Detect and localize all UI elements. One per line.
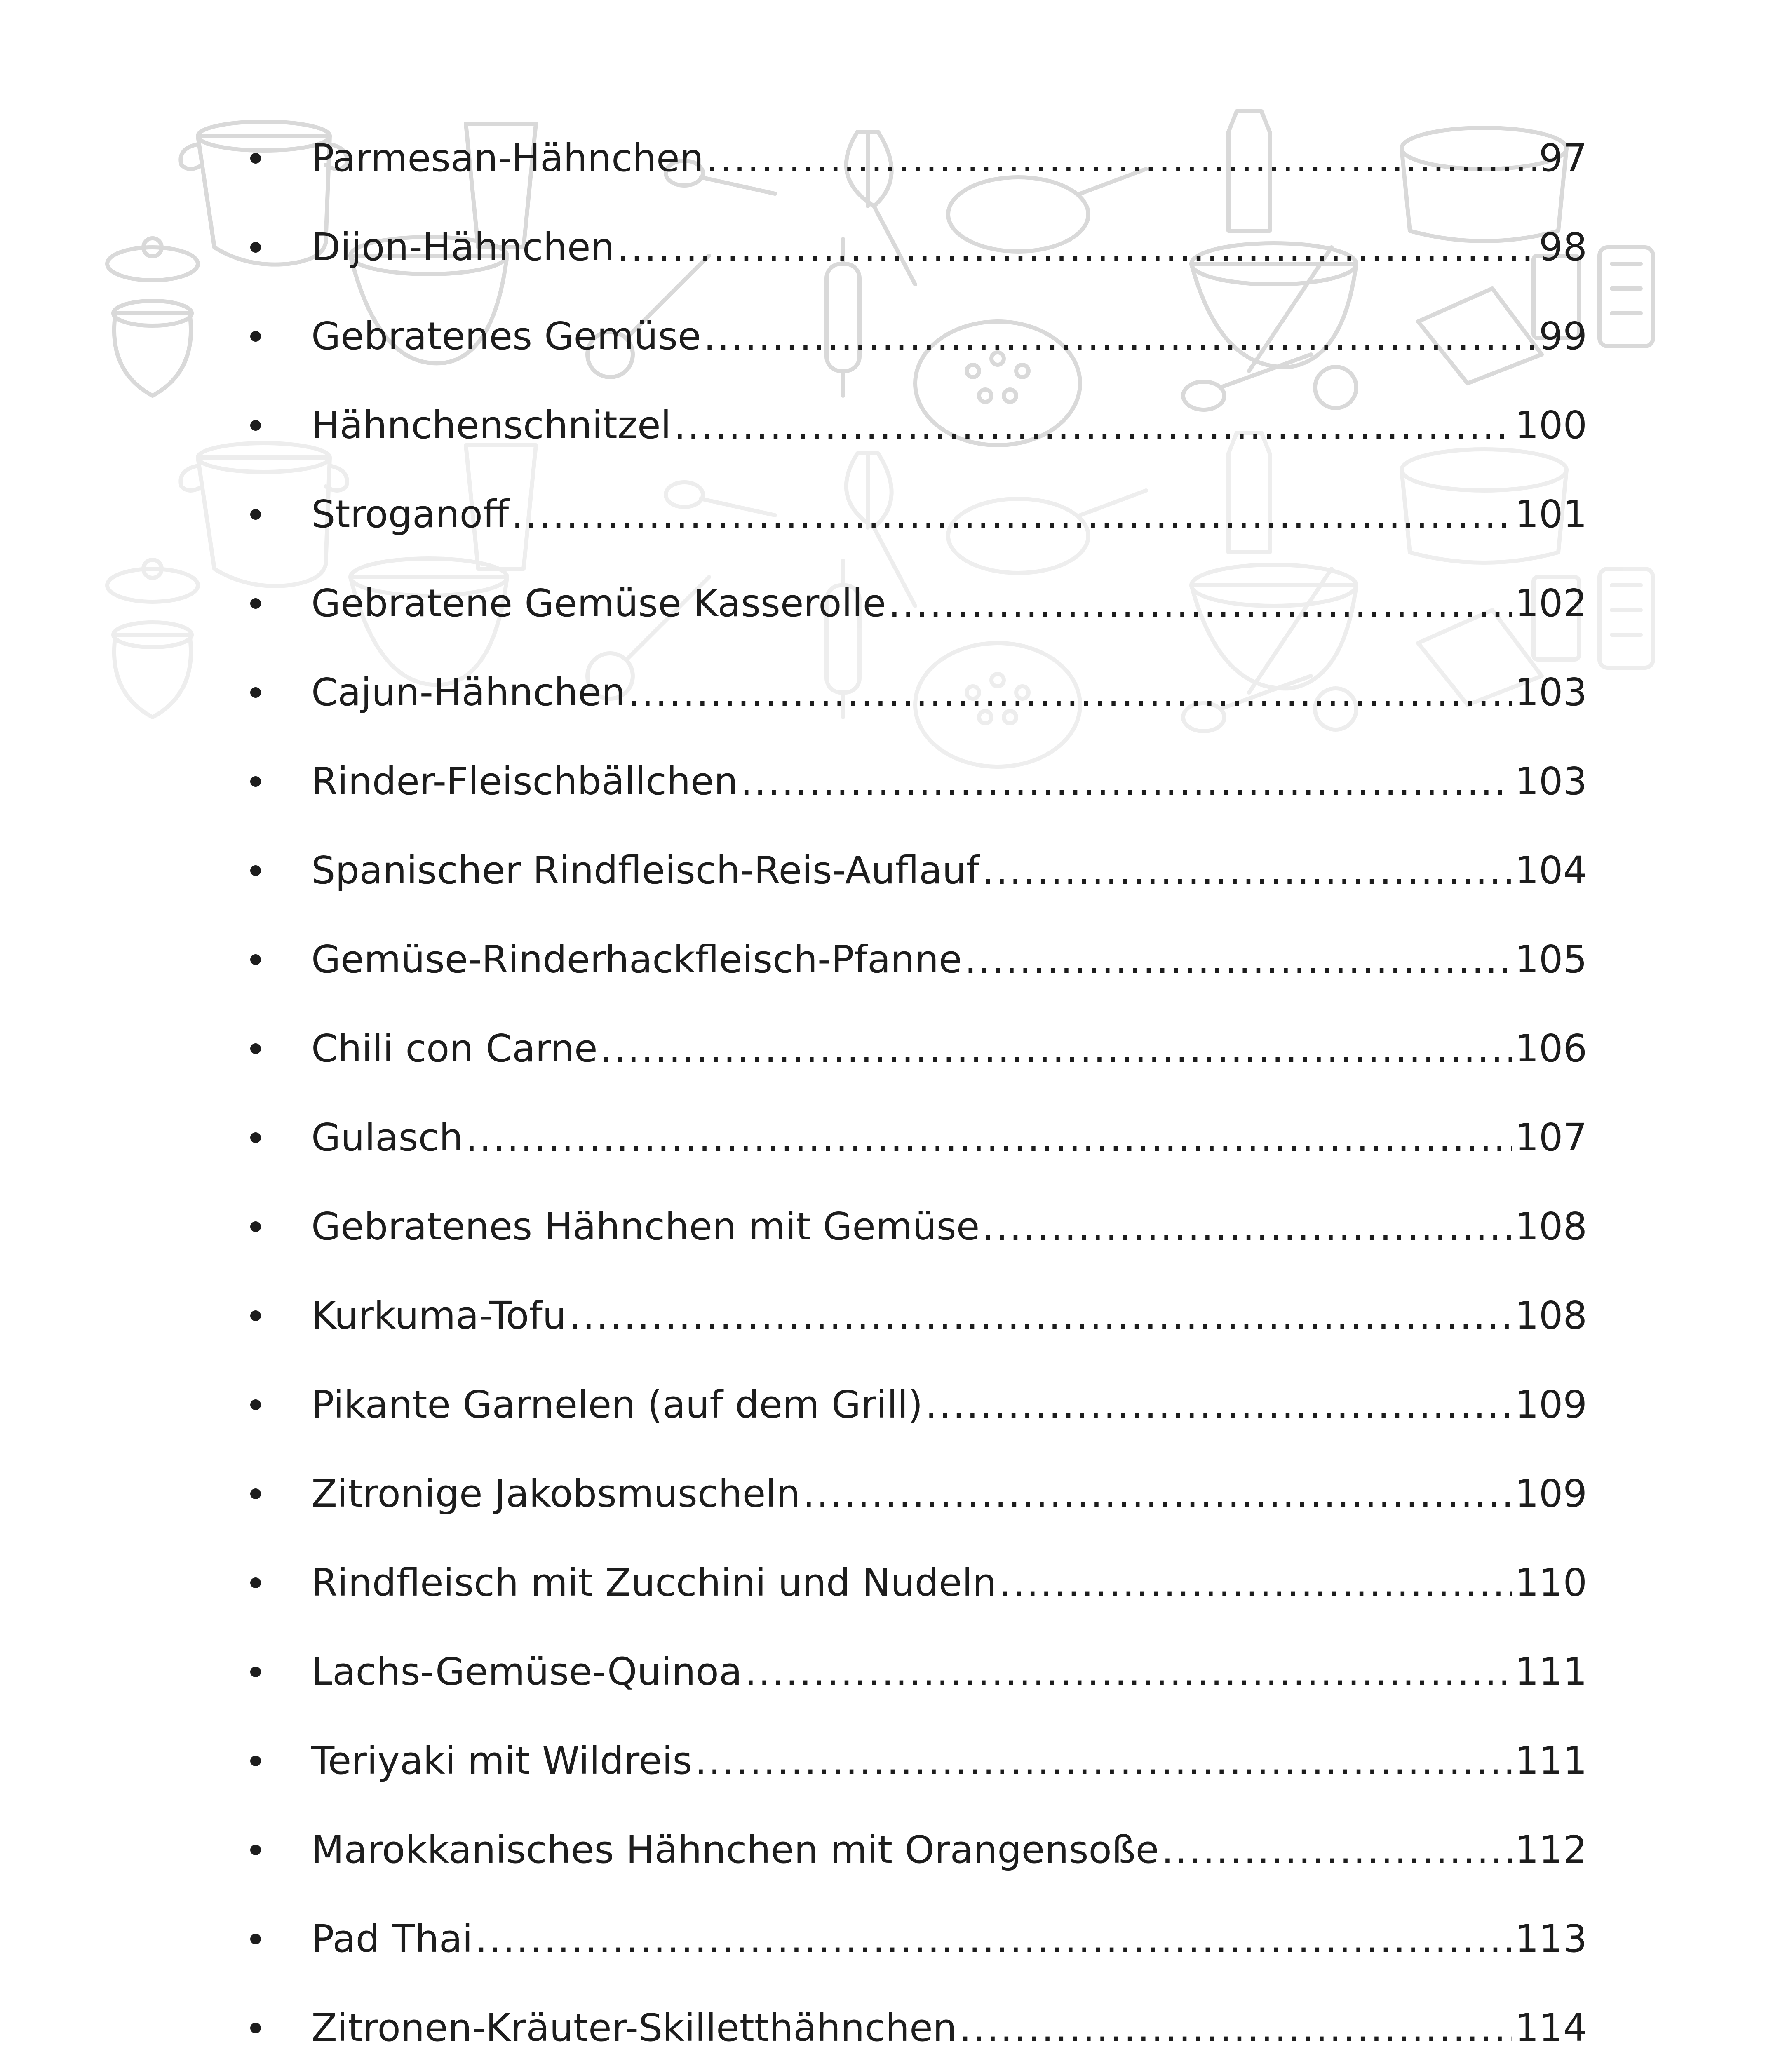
toc-entry-title: Kurkuma-Tofu (311, 1293, 566, 1338)
bullet-icon (250, 1488, 261, 1499)
toc-entry-page-number: 99 (1538, 314, 1587, 358)
toc-entry[interactable] (225, 1627, 1587, 1716)
toc-entry[interactable] (225, 114, 1587, 203)
toc-line (311, 381, 1587, 470)
dot-leader (617, 229, 1536, 270)
bullet-icon (250, 1756, 261, 1766)
dot-leader (511, 496, 1512, 538)
bullet-icon (250, 420, 261, 431)
toc-entry-title: Pad Thai (311, 1917, 473, 1961)
toc-line (311, 203, 1587, 292)
toc-entry-title: Dijon-Hähnchen (311, 225, 615, 269)
dot-leader (925, 1386, 1513, 1428)
toc-entry-title: Gebratenes Hähnchen mit Gemüse (311, 1204, 980, 1249)
toc-entry-page-number: 97 (1538, 136, 1587, 180)
toc-entry-page-number: 105 (1515, 937, 1587, 981)
toc-entry-title: Gebratenes Gemüse (311, 314, 701, 358)
toc-entry-page-number: 107 (1515, 1115, 1587, 1160)
bullet-icon (250, 687, 261, 698)
toc-entry-title: Spanischer Rindfleisch-Reis-Auflauf (311, 848, 980, 892)
dot-leader (982, 852, 1512, 894)
dot-leader (674, 407, 1512, 448)
toc-entry[interactable] (225, 915, 1587, 1004)
dot-leader (706, 140, 1536, 181)
toc-entry[interactable] (225, 1360, 1587, 1449)
dot-leader (959, 2009, 1512, 2051)
dot-leader (999, 1564, 1513, 1606)
toc-entry[interactable] (225, 559, 1587, 648)
bullet-icon (250, 776, 261, 787)
toc-entry[interactable] (225, 1805, 1587, 1894)
toc-entry[interactable] (225, 1182, 1587, 1271)
toc-entry[interactable] (225, 1004, 1587, 1093)
toc-entry-page-number: 113 (1515, 1917, 1587, 1961)
toc-entry[interactable] (225, 1984, 1587, 2061)
toc-line (311, 1716, 1587, 1805)
toc-entry-title: Gebratene Gemüse Kasserolle (311, 581, 886, 625)
toc-entry-page-number: 108 (1515, 1204, 1587, 1249)
bullet-icon (250, 865, 261, 876)
bullet-icon (250, 153, 261, 164)
dot-leader (745, 1653, 1512, 1695)
bullet-icon (250, 1132, 261, 1143)
toc-entry-title: Rinder-Fleischbällchen (311, 759, 738, 803)
toc-entry-page-number: 102 (1515, 581, 1587, 625)
toc-entry[interactable] (225, 1716, 1587, 1805)
toc-entry-title: Hähnchenschnitzel (311, 403, 672, 447)
toc-line (311, 1271, 1587, 1360)
bullet-icon (250, 1934, 261, 1944)
toc-entry-title: Gulasch (311, 1115, 463, 1160)
toc-entry-title: Zitronen-Kräuter-Skilletthähnchen (311, 2006, 957, 2050)
toc-line (311, 292, 1587, 381)
bullet-icon (250, 1845, 261, 1855)
toc-line (311, 648, 1587, 737)
toc-entry[interactable] (225, 1538, 1587, 1627)
toc-entry-title: Marokkanisches Hähnchen mit Orangensoße (311, 1828, 1159, 1872)
bullet-icon (250, 1399, 261, 1410)
toc-entry-title: Gemüse-Rinderhackfleisch-Pfanne (311, 937, 962, 981)
toc-entry-title: Lachs-Gemüse-Quinoa (311, 1650, 742, 1694)
bullet-icon (250, 1043, 261, 1054)
toc-entry-title: Stroganoff (311, 492, 509, 536)
toc-entry-title: Teriyaki mit Wildreis (311, 1739, 693, 1783)
bullet-icon (250, 2023, 261, 2033)
toc-entry-page-number: 110 (1515, 1561, 1587, 1605)
toc-entry[interactable] (225, 1449, 1587, 1538)
bullet-icon (250, 598, 261, 609)
toc-entry-page-number: 114 (1515, 2006, 1587, 2050)
toc-line (311, 470, 1587, 559)
toc-entry[interactable] (225, 1093, 1587, 1182)
toc-line (311, 559, 1587, 648)
toc-line (311, 1805, 1587, 1894)
bullet-icon (250, 242, 261, 253)
bullet-icon (250, 954, 261, 965)
toc-entry-title: Pikante Garnelen (auf dem Grill) (311, 1383, 923, 1427)
toc-entry[interactable] (225, 292, 1587, 381)
toc-entry[interactable] (225, 1271, 1587, 1360)
toc-entry[interactable] (225, 1894, 1587, 1984)
dot-leader (1161, 1831, 1512, 1873)
toc-entry[interactable] (225, 381, 1587, 470)
bullet-icon (250, 1310, 261, 1321)
toc-entry-page-number: 109 (1515, 1383, 1587, 1427)
dot-leader (704, 318, 1536, 359)
toc-entry-page-number: 98 (1538, 225, 1587, 269)
toc-entry-title: Parmesan-Hähnchen (311, 136, 704, 180)
toc-entry-page-number: 104 (1515, 848, 1587, 892)
dot-leader (465, 1119, 1512, 1161)
toc-entry-page-number: 111 (1515, 1650, 1587, 1694)
toc-line (311, 1004, 1587, 1093)
dot-leader (982, 1208, 1512, 1250)
dot-leader (965, 941, 1513, 983)
dot-leader (475, 1920, 1513, 1962)
toc-line (311, 1360, 1587, 1449)
bullet-icon (250, 1221, 261, 1232)
toc-entry[interactable] (225, 737, 1587, 826)
bullet-icon (250, 331, 261, 342)
toc-entry[interactable] (225, 203, 1587, 292)
table-of-contents (225, 114, 1587, 2061)
dot-leader (569, 1297, 1512, 1339)
toc-line (311, 1182, 1587, 1271)
bullet-icon (250, 509, 261, 520)
toc-entry-page-number: 101 (1515, 492, 1587, 536)
toc-entry[interactable] (225, 470, 1587, 559)
toc-entry-page-number: 108 (1515, 1293, 1587, 1338)
dot-leader (628, 674, 1512, 716)
toc-entry[interactable] (225, 648, 1587, 737)
toc-line (311, 915, 1587, 1004)
toc-line (311, 1449, 1587, 1538)
toc-line (311, 826, 1587, 915)
toc-entry-page-number: 109 (1515, 1472, 1587, 1516)
toc-entry-page-number: 112 (1515, 1828, 1587, 1872)
toc-entry-title: Chili con Carne (311, 1026, 598, 1070)
toc-entry-page-number: 103 (1515, 759, 1587, 803)
dot-leader (695, 1742, 1512, 1784)
toc-line (311, 1894, 1587, 1984)
toc-line (311, 114, 1587, 203)
toc-entry-page-number: 100 (1515, 403, 1587, 447)
dot-leader (803, 1475, 1512, 1517)
toc-entry-title: Cajun-Hähnchen (311, 670, 625, 714)
toc-entry-page-number: 103 (1515, 670, 1587, 714)
bullet-icon (250, 1667, 261, 1677)
toc-entry-page-number: 106 (1515, 1026, 1587, 1070)
toc-line (311, 1627, 1587, 1716)
dot-leader (888, 585, 1512, 627)
toc-entry-title: Zitronige Jakobsmuscheln (311, 1472, 801, 1516)
dot-leader (740, 763, 1512, 805)
toc-entry[interactable] (225, 826, 1587, 915)
dot-leader (600, 1030, 1513, 1072)
toc-line (311, 1093, 1587, 1182)
toc-line (311, 1984, 1587, 2061)
toc-line (311, 737, 1587, 826)
toc-line (311, 1538, 1587, 1627)
toc-entry-title: Rindfleisch mit Zucchini und Nudeln (311, 1561, 997, 1605)
toc-entry-page-number: 111 (1515, 1739, 1587, 1783)
bullet-icon (250, 1577, 261, 1588)
